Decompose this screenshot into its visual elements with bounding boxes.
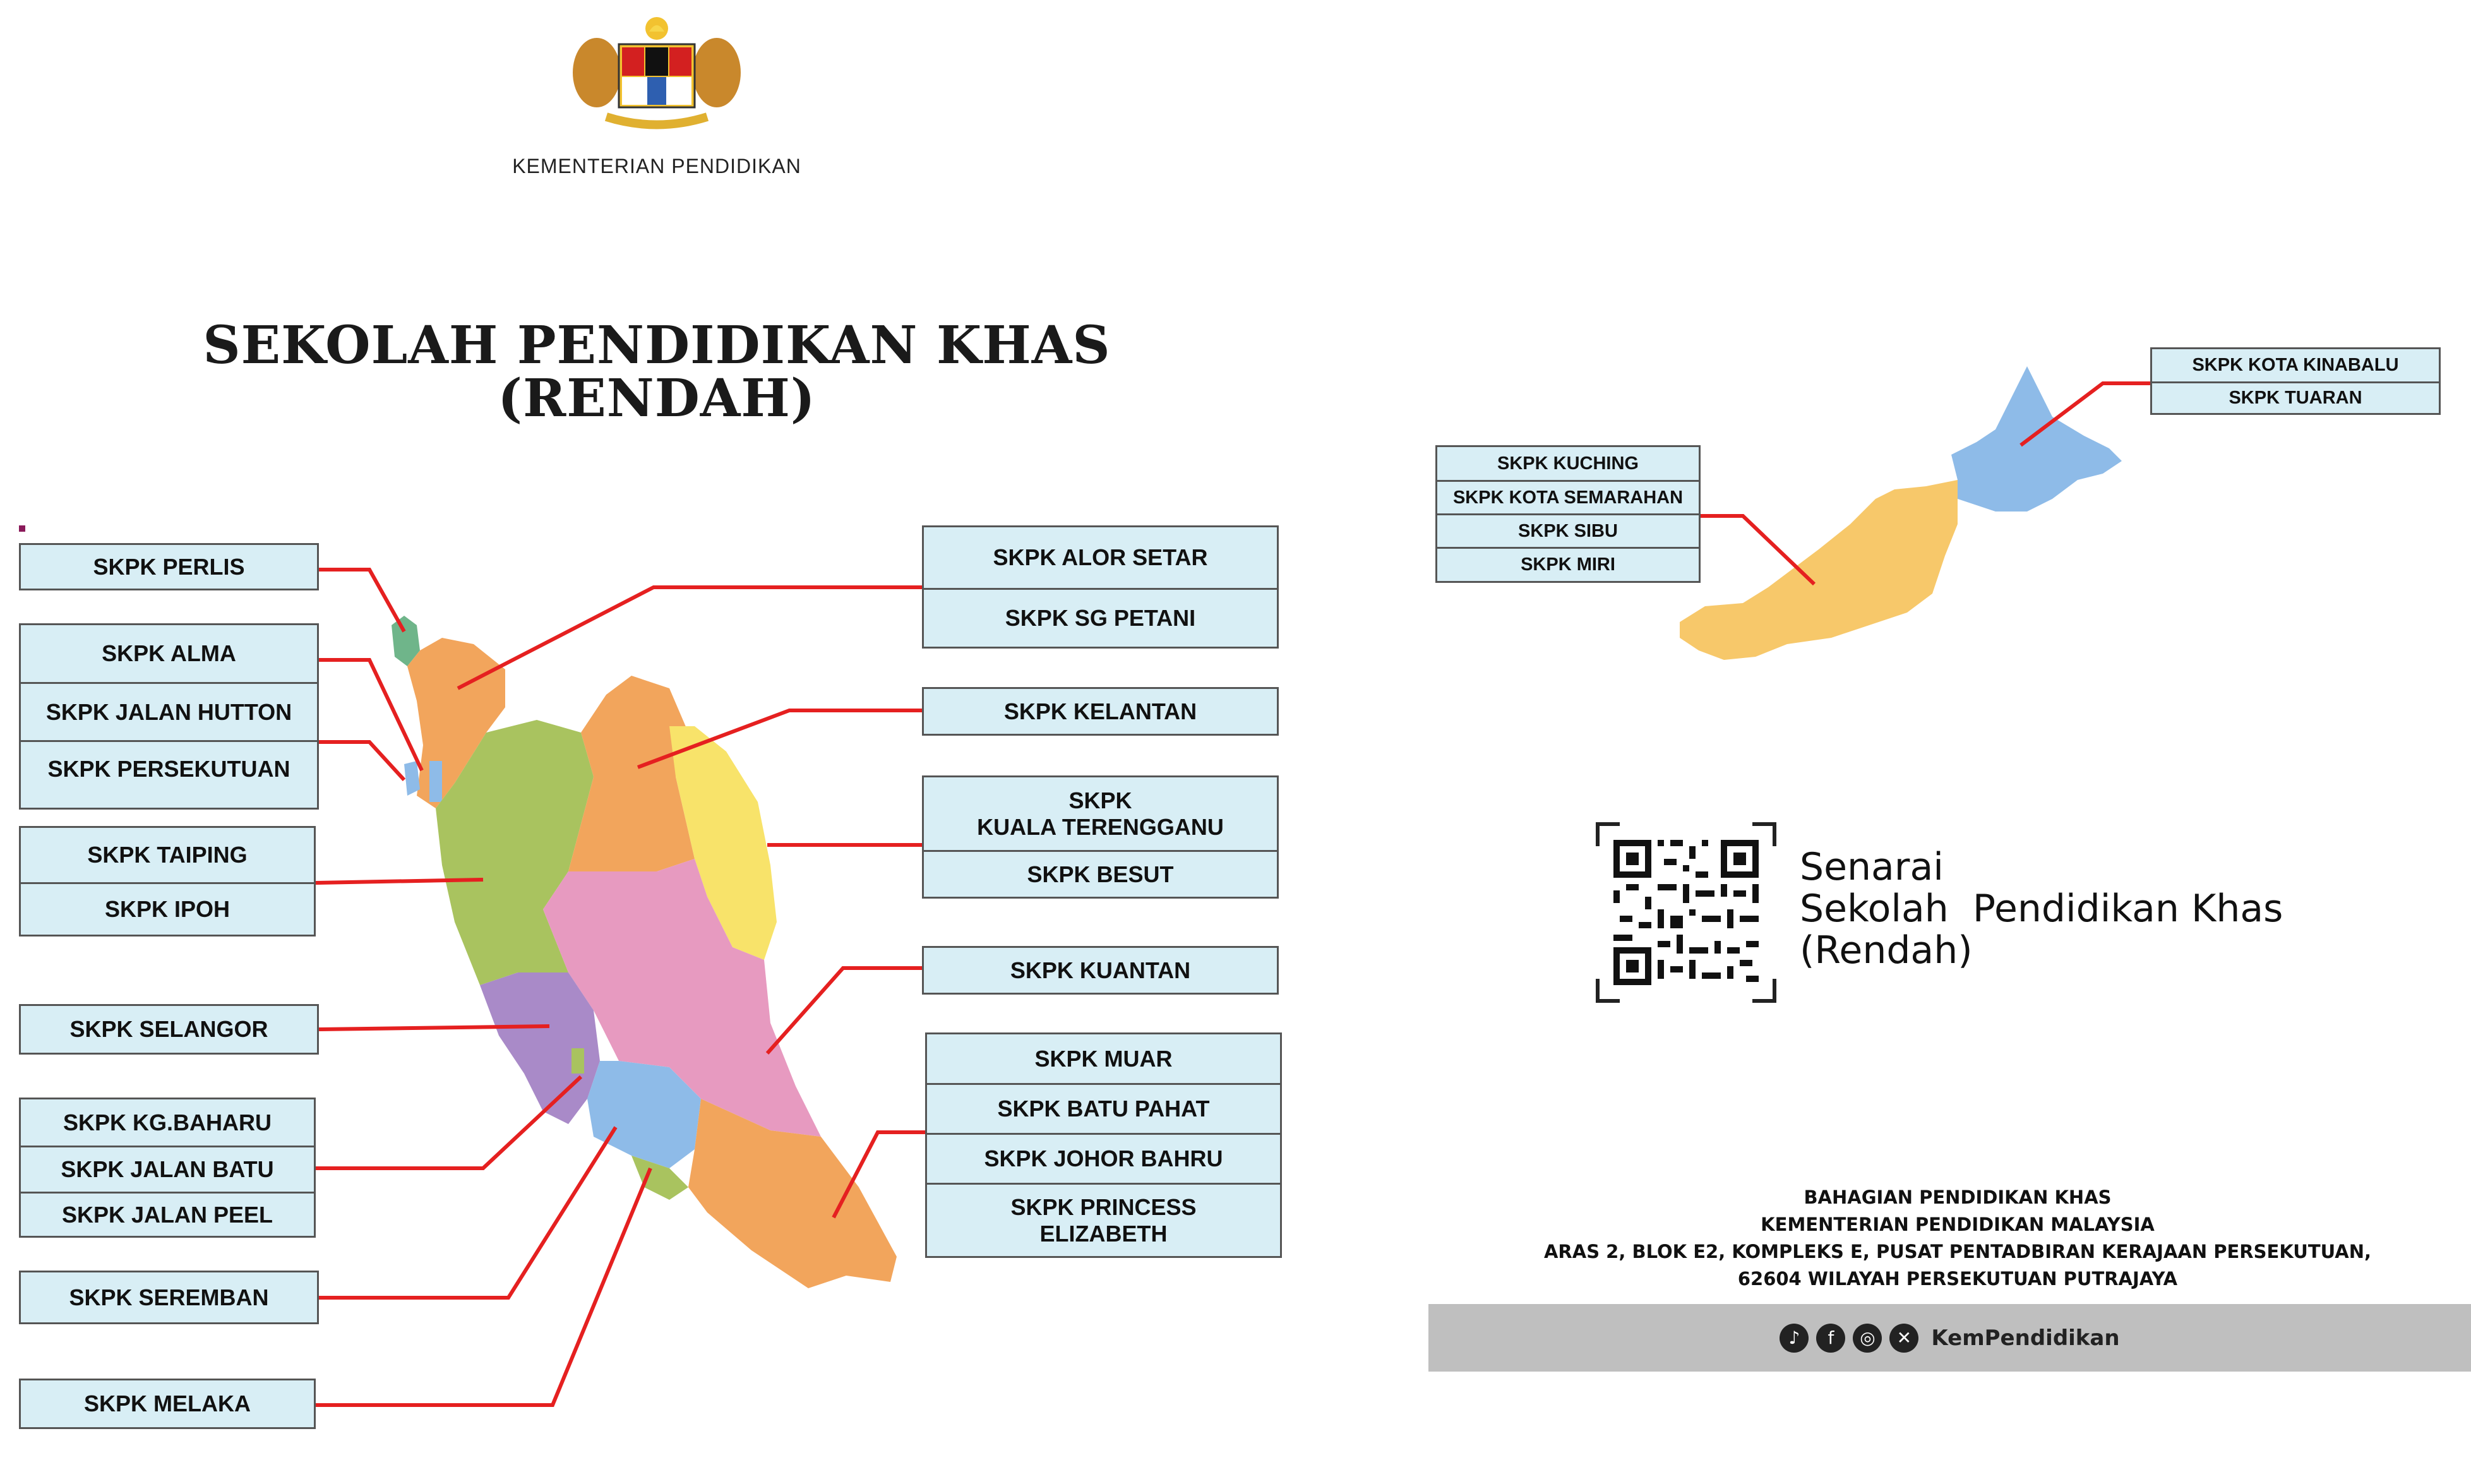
title-line-2: (RENDAH) xyxy=(498,368,816,429)
qr-code[interactable] xyxy=(1594,821,1778,1004)
region-sarawak xyxy=(1680,480,1958,660)
group-sarawak xyxy=(1435,445,1701,583)
line-melaka xyxy=(316,1168,650,1405)
group-terengganu xyxy=(922,775,1279,899)
address-block xyxy=(1452,1184,2463,1293)
school-skpk-taiping: SKPK TAIPING xyxy=(87,842,248,868)
school-skpk-kelantan: SKPK KELANTAN xyxy=(1003,698,1197,724)
school-skpk-johor-bahru: SKPK JOHOR BAHRU xyxy=(927,1133,1280,1183)
school-skpk-alor-setar: SKPK ALOR SETAR xyxy=(993,544,1208,570)
school-skpk-besut: SKPK BESUT xyxy=(924,850,1277,897)
address-line-1: BAHAGIAN PENDIDIKAN KHAS xyxy=(1804,1187,2112,1208)
school-skpk-princess-elizabeth: SKPK PRINCESS ELIZABETH xyxy=(927,1183,1280,1256)
line-seremban xyxy=(319,1127,616,1298)
school-skpk-jalan-batu: SKPK JALAN BATU xyxy=(21,1146,314,1192)
group-selangor xyxy=(19,1004,319,1055)
address-line-4: 62604 WILAYAH PERSEKUTUAN PUTRAJAYA xyxy=(1737,1268,2178,1290)
social-handle[interactable]: KemPendidikan xyxy=(1931,1325,2120,1351)
school-skpk-melaka: SKPK MELAKA xyxy=(83,1391,251,1416)
group-kedah xyxy=(922,525,1279,649)
school-skpk-kuala-terengganu: SKPK KUALA TERENGGANU xyxy=(977,787,1224,840)
facebook-icon[interactable]: f xyxy=(1816,1324,1845,1353)
qr-caption xyxy=(1800,846,2283,971)
group-melaka xyxy=(19,1379,316,1429)
group-kl xyxy=(19,1098,316,1238)
school-skpk-sg-petani: SKPK SG PETANI xyxy=(924,588,1277,647)
school-skpk-kuantan: SKPK KUANTAN xyxy=(1010,957,1191,983)
school-skpk-batu-pahat: SKPK BATU PAHAT xyxy=(927,1083,1280,1133)
line-persekutuan xyxy=(319,742,404,780)
address-line-2: KEMENTERIAN PENDIDIKAN MALAYSIA xyxy=(1761,1214,2155,1235)
school-skpk-ipoh: SKPK IPOH xyxy=(21,882,314,935)
school-skpk-miri: SKPK MIRI xyxy=(1437,547,1699,581)
group-johor xyxy=(925,1032,1282,1258)
group-perlis xyxy=(19,543,319,590)
line-alma xyxy=(319,660,422,770)
line-perlis xyxy=(319,570,404,631)
group-sabah xyxy=(2150,347,2441,415)
qr-caption-line-2: Sekolah Pendidikan Khas xyxy=(1800,887,2283,931)
school-skpk-kuching: SKPK KUCHING xyxy=(1497,453,1639,474)
qr-caption-line-3: (Rendah) xyxy=(1800,928,1973,972)
school-skpk-muar: SKPK MUAR xyxy=(1034,1045,1173,1072)
school-skpk-jalan-hutton: SKPK JALAN HUTTON xyxy=(21,682,317,740)
school-skpk-kota-kinabalu: SKPK KOTA KINABALU xyxy=(2192,355,2399,375)
title-line-1: SEKOLAH PENDIDIKAN KHAS xyxy=(203,315,1111,376)
group-nsembilan xyxy=(19,1271,319,1324)
school-skpk-kg-baharu: SKPK KG.BAHARU xyxy=(63,1109,272,1135)
school-skpk-tuaran: SKPK TUARAN xyxy=(2152,381,2439,413)
line-kedah xyxy=(458,587,922,688)
social-icons xyxy=(1780,1324,1918,1353)
line-pahang xyxy=(767,968,922,1053)
group-kelantan xyxy=(922,687,1279,736)
x-icon[interactable]: ✕ xyxy=(1889,1324,1918,1353)
qr-caption-line-1: Senarai xyxy=(1800,845,1944,889)
address-line-3: ARAS 2, BLOK E2, KOMPLEKS E, PUSAT PENTADBIRAN KERAJAAN PERSEKUTUAN, xyxy=(1543,1241,2371,1262)
school-skpk-sibu: SKPK SIBU xyxy=(1437,513,1699,547)
instagram-icon[interactable]: ◎ xyxy=(1853,1324,1882,1353)
school-skpk-selangor: SKPK SELANGOR xyxy=(69,1016,268,1042)
school-skpk-jalan-peel: SKPK JALAN PEEL xyxy=(21,1192,314,1236)
school-skpk-persekutuan: SKPK PERSEKUTUAN xyxy=(21,740,317,808)
group-penang xyxy=(19,623,319,810)
east-malaysia-map xyxy=(1680,366,2122,660)
school-skpk-kota-semarahan: SKPK KOTA SEMARAHAN xyxy=(1437,480,1699,513)
tiktok-icon[interactable]: ♪ xyxy=(1780,1324,1809,1353)
footer-bar xyxy=(1428,1304,2471,1372)
group-pahang xyxy=(922,946,1279,995)
group-perak xyxy=(19,826,316,936)
school-skpk-perlis: SKPK PERLIS xyxy=(93,553,245,580)
region-kl xyxy=(571,1048,584,1074)
school-skpk-alma: SKPK ALMA xyxy=(102,640,236,666)
school-skpk-seremban: SKPK SEREMBAN xyxy=(69,1284,269,1310)
ministry-name: KEMENTERIAN PENDIDIKAN xyxy=(512,155,801,177)
